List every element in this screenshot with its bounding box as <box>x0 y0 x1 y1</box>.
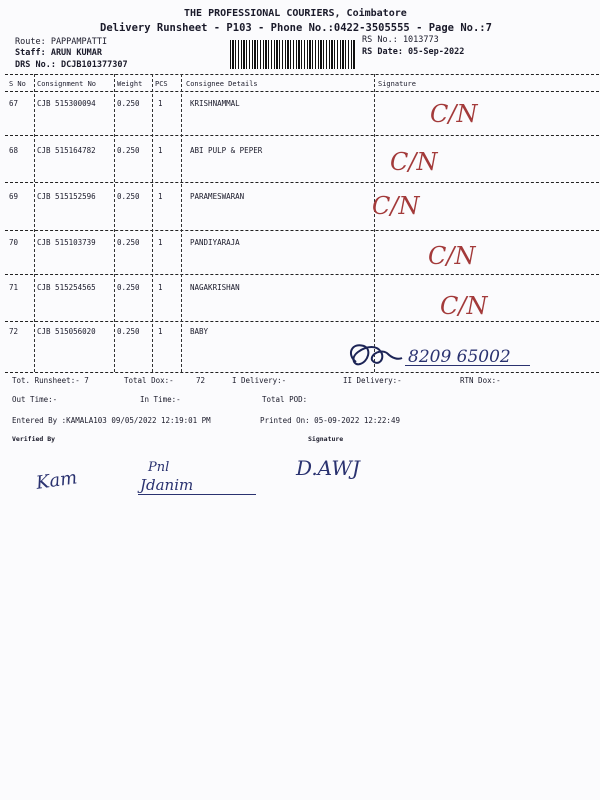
barcode <box>230 40 356 69</box>
signature-label: Signature <box>308 435 344 443</box>
col-weight: Weight <box>117 80 143 88</box>
row-details: KRISHNAMMAL <box>190 99 240 108</box>
row-details: ABI PULP & PEPER <box>190 146 263 155</box>
handwritten-mark: C/N <box>440 292 488 320</box>
handwritten-signature: Pnl <box>148 460 170 475</box>
signature-scribble-icon <box>342 336 404 372</box>
row-consignment: CJB 515152596 <box>37 192 96 201</box>
row-divider <box>5 135 599 136</box>
staff-label: Staff: ARUN KUMAR <box>15 48 102 58</box>
table-row <box>0 192 600 206</box>
phone-underline <box>405 365 530 366</box>
entered-by: Entered By :KAMALA103 09/05/2022 12:19:01 PM <box>12 416 211 425</box>
handwritten-signature: Jdanim <box>140 476 194 494</box>
total-pod: Total POD: <box>262 395 308 404</box>
handwritten-phone: 8209 65002 <box>408 347 511 367</box>
table-header <box>0 80 600 94</box>
handwritten-mark: C/N <box>372 192 420 220</box>
total-dox-label: Total Dox:- <box>124 376 174 385</box>
row-divider <box>5 321 599 322</box>
table-bottom-rule <box>5 372 599 373</box>
table-row <box>0 238 600 252</box>
row-sno: 71 <box>9 283 19 292</box>
row-pcs: 1 <box>158 146 163 155</box>
row-sno: 68 <box>9 146 19 155</box>
handwritten-mark: C/N <box>428 242 476 270</box>
row-divider <box>5 182 599 183</box>
row-divider <box>5 274 599 275</box>
row-details: NAGAKRISHAN <box>190 283 240 292</box>
row-weight: 0.250 <box>117 192 140 201</box>
row-sno: 72 <box>9 327 19 336</box>
company-title: THE PROFESSIONAL COURIERS, Coimbatore <box>184 8 407 19</box>
row-sno: 69 <box>9 192 19 201</box>
row-weight: 0.250 <box>117 146 140 155</box>
i-delivery: I Delivery:- <box>232 376 287 385</box>
table-row <box>0 327 600 341</box>
col-signature: Signature <box>378 80 416 88</box>
row-details: BABY <box>190 327 209 336</box>
total-dox-value: 72 <box>196 376 206 385</box>
ii-delivery: II Delivery:- <box>343 376 402 385</box>
printed-on: Printed On: 05-09-2022 12:22:49 <box>260 416 400 425</box>
row-consignment: CJB 515254565 <box>37 283 96 292</box>
out-time: Out Time:- <box>12 395 58 404</box>
row-pcs: 1 <box>158 327 163 336</box>
table-row <box>0 146 600 160</box>
rs-number: RS No.: 1013773 <box>362 35 439 45</box>
verified-by: Verified By <box>12 435 56 443</box>
handwritten-mark: C/N <box>390 148 438 176</box>
table-top-rule <box>5 74 599 75</box>
in-time: In Time:- <box>140 395 181 404</box>
table-row <box>0 99 600 113</box>
handwritten-signature: D.AWJ <box>296 456 360 480</box>
handwritten-signature: Kam <box>34 467 79 494</box>
row-consignment: CJB 515103739 <box>37 238 96 247</box>
col-consignment: Consignment No <box>37 80 97 88</box>
table-row <box>0 283 600 297</box>
signature-underline <box>138 494 256 495</box>
col-pcs: PCS <box>155 80 168 88</box>
row-weight: 0.250 <box>117 238 140 247</box>
row-consignment: CJB 515056020 <box>37 327 96 336</box>
row-pcs: 1 <box>158 283 163 292</box>
row-sno: 70 <box>9 238 19 247</box>
col-details: Consignee Details <box>186 80 258 88</box>
row-weight: 0.250 <box>117 99 140 108</box>
drs-number: DRS No.: DCJB101377307 <box>15 60 128 70</box>
row-weight: 0.250 <box>117 283 140 292</box>
row-consignment: CJB 515300094 <box>37 99 96 108</box>
row-weight: 0.250 <box>117 327 140 336</box>
row-pcs: 1 <box>158 238 163 247</box>
rtn-dox: RTN Dox:- <box>460 376 501 385</box>
row-sno: 67 <box>9 99 19 108</box>
handwritten-mark: C/N <box>430 100 478 128</box>
col-sno: S No <box>9 80 26 88</box>
route-label: Route: PAPPAMPATTI <box>15 37 108 47</box>
total-runsheet: Tot. Runsheet:- 7 <box>12 376 89 385</box>
runsheet-title: Delivery Runsheet - P103 - Phone No.:0422-3505555 - Page No.:7 <box>100 22 492 34</box>
row-pcs: 1 <box>158 99 163 108</box>
row-divider <box>5 230 599 231</box>
row-details: PARAMESWARAN <box>190 192 245 201</box>
row-pcs: 1 <box>158 192 163 201</box>
row-consignment: CJB 515164782 <box>37 146 96 155</box>
rs-date: RS Date: 05-Sep-2022 <box>362 47 465 57</box>
row-details: PANDIYARAJA <box>190 238 240 247</box>
